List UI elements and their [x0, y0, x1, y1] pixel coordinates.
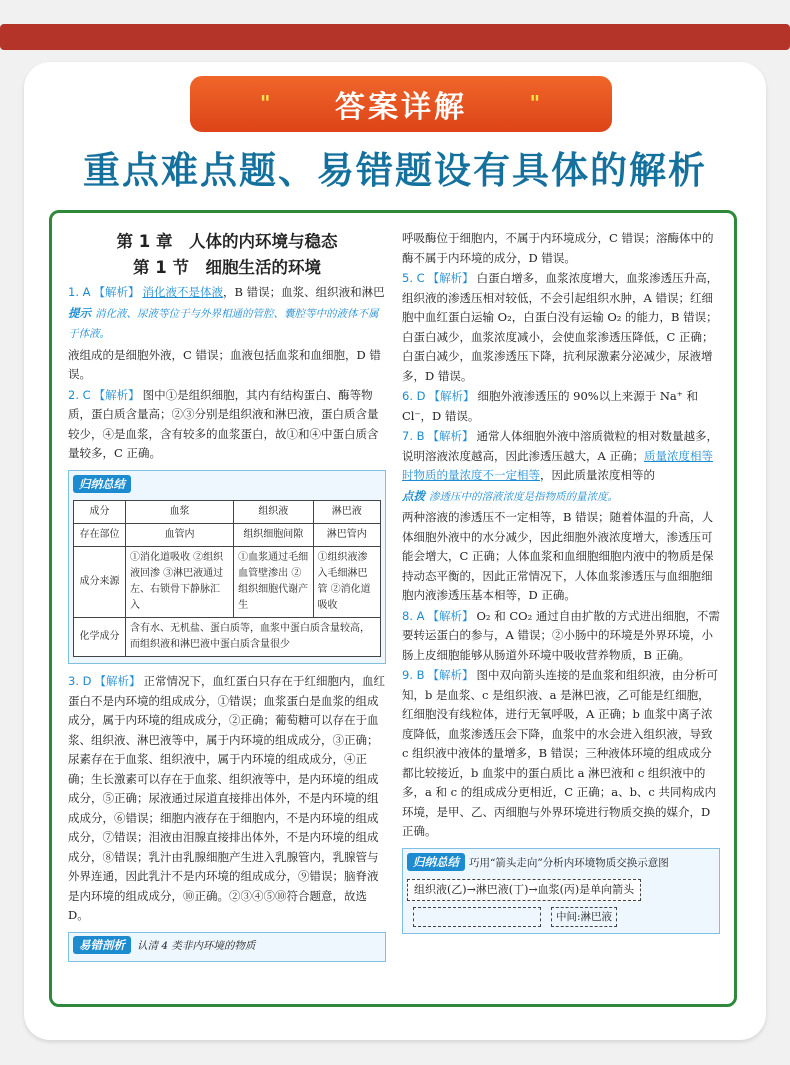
document-frame — [49, 210, 737, 1007]
answer-1 — [68, 283, 386, 385]
diagram-box — [413, 907, 541, 927]
answer-text: 图中双向箭头连接的是血浆和组织液，由分析可知，b 是血浆、c 是组织液、a 是淋巴液，乙可能是红细胞，红细胞没有线粒体，进行无氧呼吸，A 正确；b 血浆中离子浓度降低，血浆渗透压会下降，血浆中的水会进入组织液，导致 c 组织液中液体的量增多，B 错误；三种液体环境的组成成分都比较接近，b 血浆中的蛋白质比 a 淋巴液和 c 组织液中的多，a 和 c 的组成成分更相近，C 正确；a、b、c 共同构成内环境，是甲、乙、丙细胞与外界环境进行物质交换的媒介，D 正确。 — [402, 668, 719, 838]
answer-6 — [402, 387, 720, 426]
table-row-label: 化学成分 — [74, 618, 126, 657]
headline: 重点难点题、易错题设有具体的解析 — [83, 149, 707, 192]
answer-text: 正常情况下，血红蛋白只存在于红细胞内，血红蛋白不是内环境的组成成分，①错误；血浆蛋白是血浆的组成成分，属于内环境的组成成分，②正确；葡萄糖可以存在于血浆、组织液、淋巴液等中，属于内环境的组成成分，③正确；尿素存在于血浆、组织液中，属于内环境的组成成分，④正确；生长激素可以存在于血浆、组织液等中，是内环境的组成成分，⑤正确；尿液通过尿道直接排出体外，不是内环境的组成成分，⑥错误；细胞内液存在于细胞内，不是内环境的组成成分，⑦错误；泪液由泪腺直接排出体外，不是内环境的组成成分，⑧错误；乳汁由乳腺细胞产生进入乳腺管内，乳腺管与外界连通，因此乳汁不是内环境的组成成分，⑨错误；脑脊液是内环境的组成成分，⑩正确。②③④⑤⑩符合题意，故选 D。 — [68, 674, 385, 922]
answer-number: 7. B — [402, 429, 425, 443]
answer-number: 6. D — [402, 389, 426, 403]
analysis-tag: 【解析】 — [94, 674, 141, 688]
answer-number: 9. B — [402, 668, 425, 682]
table-row — [74, 618, 381, 657]
table-header-row — [74, 501, 381, 524]
analysis-tag: 【解析】 — [427, 608, 474, 623]
right-column — [402, 229, 720, 942]
table-header-cell: 成分 — [74, 501, 126, 524]
answer-number: 1. A — [68, 285, 91, 299]
summary-badge: 归纳总结 — [73, 475, 131, 493]
answer-text: 白蛋白增多，血浆浓度增大，血浆渗透压升高，组织液的渗透压相对较低，不会引起组织水肿，A 错误；红细胞中血红蛋白运输 O₂，白蛋白没有运输 O₂ 的能力，B 错误；白蛋白减少，血浆浓度减小，会使血浆渗透压降低，C 正确；白蛋白减少，血浆渗透压下降，抗利尿激素分泌减少，尿液增多，D 错误。 — [402, 271, 719, 383]
banner-quote-left: " — [260, 91, 273, 115]
table-cell: 组织细胞间隙 — [234, 524, 313, 547]
answer-9 — [402, 666, 720, 842]
table-cell: ①组织液渗入毛细淋巴管 ②消化道吸收 — [313, 547, 381, 618]
tip-text: 渗透压中的溶液浓度是指物质的量浓度。 — [429, 490, 618, 503]
tip-note — [68, 304, 386, 345]
tip-label: 提示 — [68, 305, 91, 320]
answer-text-continued: 液组成的是细胞外液，C 错误；血液包括血浆和血细胞，D 错误。 — [68, 347, 381, 381]
table-cell: ①消化道吸收 ②组织液回渗 ③淋巴液通过左、右锁骨下静脉汇入 — [126, 547, 234, 618]
table-row-label: 成分来源 — [74, 547, 126, 618]
analysis-tag: 【解析】 — [427, 429, 474, 443]
error-analysis-box — [68, 932, 386, 962]
diagram-row — [407, 907, 715, 927]
error-analysis-badge: 易错剖析 — [73, 936, 131, 954]
table-row-label: 存在部位 — [74, 524, 126, 547]
answer-text-continued: 两种溶液的渗透压不一定相等，B 错误；随着体温的升高，人体细胞外液中的水分减少，因此细胞外液浓度增大，渗透压可能会增大，C 正确；人体血浆和血细胞细胞内液中的物质是保持动态平衡的，因此正常情况下，人体血浆渗透压与血细胞细胞内液渗透压基本相等，D 正确。 — [402, 510, 714, 602]
tip-text: 消化液、尿液等位于与外界相通的管腔、囊腔等中的液体不属于体液。 — [68, 307, 379, 340]
analysis-tag: 【解析】 — [428, 389, 475, 403]
summary-description: 巧用“箭头走向”分析内环境物质交换示意图 — [469, 856, 669, 869]
top-strip — [0, 24, 790, 50]
analysis-tag: 【解析】 — [93, 285, 140, 299]
section-title: 第 1 节 细胞生活的环境 — [133, 258, 321, 277]
answer-text: 细胞外液渗透压的 90%以上来源于 Na⁺ 和 Cl⁻，D 错误。 — [402, 389, 698, 423]
answer-number: 3. D — [68, 674, 92, 688]
summary-badge: 归纳总结 — [407, 853, 465, 871]
highlight-text: 消化液不是体液 — [142, 285, 223, 299]
answer-5 — [402, 269, 720, 386]
answer-7 — [402, 427, 720, 606]
analysis-tag: 【解析】 — [93, 387, 140, 402]
table-header-cell: 组织液 — [234, 501, 313, 524]
diagram-arrow-line: 组织液(乙)→淋巴液(丁)→血浆(丙)是单向箭头 — [407, 879, 641, 901]
highlight-text: 质量浓度相等时物质的量浓度不一定相等 — [402, 448, 713, 482]
answer-text: 通常人体细胞外液中溶质微粒的相对数量越多，说明溶液浓度越高，因此渗透压越大，A 正确； — [402, 429, 719, 463]
banner-title: 答案详解 — [335, 90, 467, 125]
answer-2 — [68, 386, 386, 464]
answer-text: ，因此质量浓度相等的 — [540, 468, 655, 482]
answer-text: 图中①是组织细胞，其内有结构蛋白、酶等物质，蛋白质含量高；②③分别是组织液和淋巴液，蛋白质含量较少，④是血浆，含有较多的血浆蛋白，故①和④中蛋白质含量较多，C 正确。 — [68, 387, 379, 460]
left-column — [68, 229, 386, 962]
summary-box-2 — [402, 848, 720, 934]
table-header-cell: 淋巴液 — [313, 501, 381, 524]
tip-note — [402, 487, 720, 508]
answer-3 — [68, 672, 386, 926]
table-row — [74, 547, 381, 618]
table-cell: 血管内 — [126, 524, 234, 547]
summary-table — [73, 500, 381, 657]
table-cell: 淋巴管内 — [313, 524, 381, 547]
diagram-box: 中间:淋巴液 — [551, 907, 617, 927]
chapter-title: 第 1 章 人体的内环境与稳态 — [116, 232, 338, 251]
answer-text: ，B 错误；血浆、组织液和淋巴 — [223, 285, 385, 299]
answer-8 — [402, 607, 720, 666]
analysis-tag: 【解析】 — [427, 271, 474, 285]
answer-number: 5. C — [402, 271, 425, 285]
answer-number: 8. A — [402, 608, 425, 623]
answer-4-continued: 呼吸酶位于细胞内，不属于内环境成分，C 错误；溶酶体中的酶不属于内环境的成分，D 错误。 — [402, 231, 714, 265]
table-cell: 含有水、无机盐、蛋白质等，血浆中蛋白质含量较高，而组织液和淋巴液中蛋白质含量很少 — [126, 618, 381, 657]
answer-number: 2. C — [68, 387, 91, 402]
error-analysis-note: 认清 4 类非内环境的物质 — [137, 939, 256, 952]
analysis-tag: 【解析】 — [427, 668, 474, 682]
banner-quote-right: " — [529, 91, 542, 115]
table-row — [74, 524, 381, 547]
tip-label: 点拨 — [402, 488, 425, 503]
summary-box — [68, 470, 386, 665]
answer-banner — [190, 76, 612, 132]
answer-text: O₂ 和 CO₂ 通过自由扩散的方式进出细胞，不需要转运蛋白的参与，A 错误；②小肠中的环境是外界环境，小肠上皮细胞能够从肠道外环境中吸收营养物质，B 正确。 — [402, 608, 720, 662]
table-cell: ①血浆通过毛细血管壁渗出 ②组织细胞代谢产生 — [234, 547, 313, 618]
table-header-cell: 血浆 — [126, 501, 234, 524]
